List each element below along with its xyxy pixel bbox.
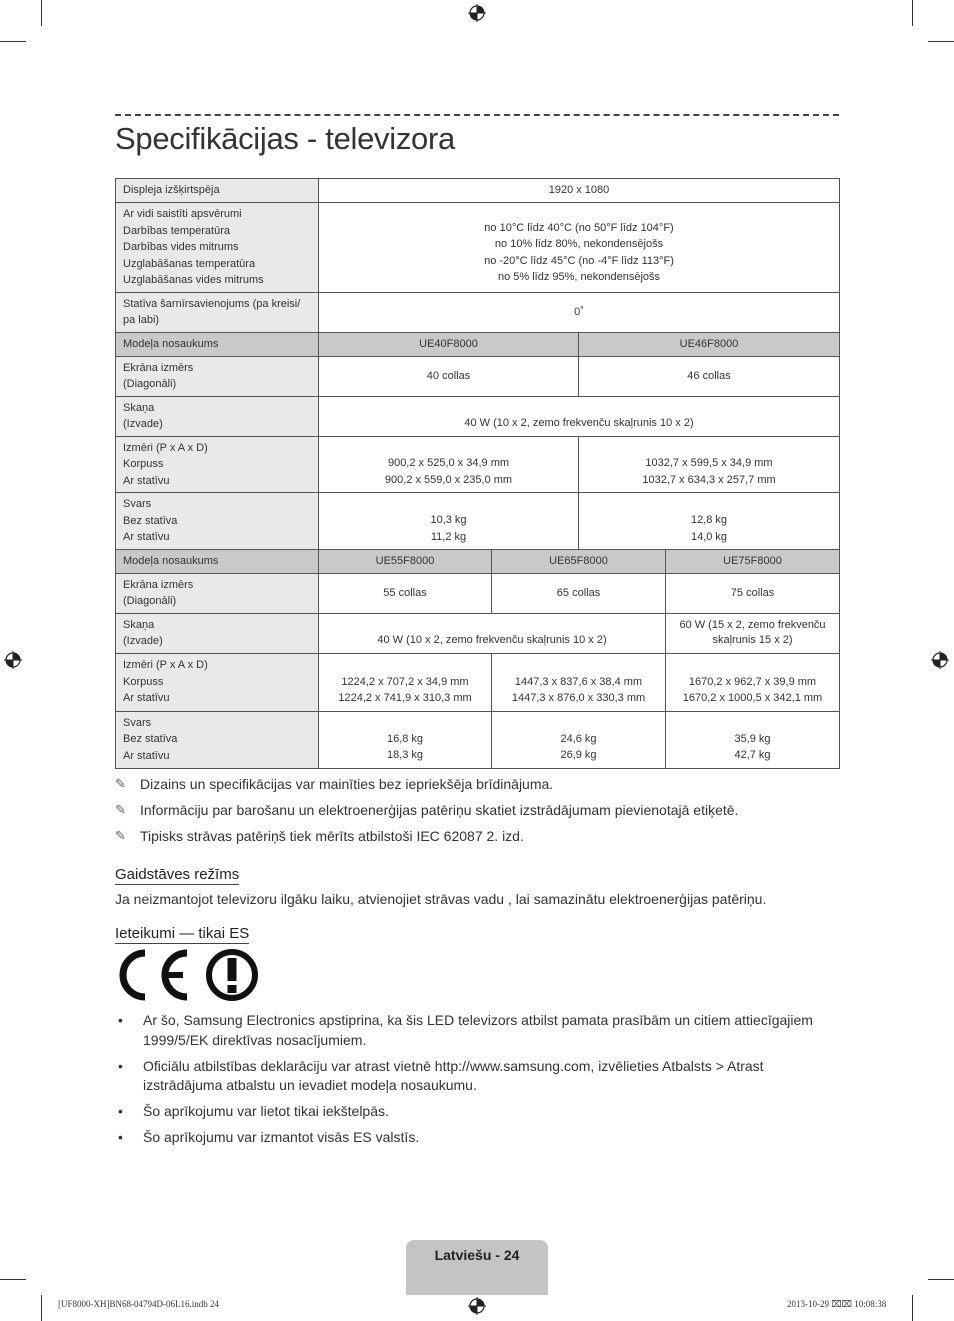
page-number: Latviešu - 24 — [434, 1247, 520, 1263]
list-item: ✎ Tipisks strāvas patēriņš tiek mērīts atbilstoši IEC 62087 2. izd. — [115, 828, 524, 844]
row-label: Statīva šarnīrsavienojums (pa kreisi/ pa labi) — [116, 292, 319, 332]
footer-date: 2013-10-29 ⌧⌧ 10:08:38 — [787, 1299, 887, 1309]
alert-mark-icon — [205, 948, 259, 1002]
compliance-logos — [115, 948, 259, 1002]
cell-value: 40 W (10 x 2, zemo frekvenču skaļrunis 10 x 2) — [319, 613, 666, 653]
title-rule — [115, 114, 839, 116]
table-row — [116, 292, 840, 332]
row-label: Izmēri (P x A x D) Korpuss Ar statīvu — [116, 653, 319, 711]
table-row — [116, 396, 840, 436]
table-row — [116, 179, 840, 203]
registration-mark-icon — [4, 651, 22, 669]
eu-heading: Ieteikumi — tikai ES — [115, 925, 250, 942]
table-row — [116, 573, 840, 613]
cell-value: UE40F8000 — [319, 332, 579, 356]
cell-value: 16,8 kg 18,3 kg — [319, 711, 492, 768]
crop-mark — [912, 1295, 913, 1321]
eu-bullets — [115, 1011, 839, 1154]
cell-value: 24,6 kg 26,9 kg — [492, 711, 666, 768]
standby-heading: Gaidstāves režīms — [115, 866, 240, 883]
table-row — [116, 493, 840, 550]
cell-value: 1920 x 1080 — [319, 179, 840, 203]
cell-value: UE55F8000 — [319, 550, 492, 574]
table-row — [116, 711, 840, 768]
cell-value: 900,2 x 525,0 x 34,9 mm 900,2 x 559,0 x 235,0 mm — [319, 436, 579, 493]
crop-mark — [928, 1279, 954, 1280]
list-item: • Šo aprīkojumu var izmantot visās ES valstīs. — [118, 1129, 420, 1145]
cell-value: UE46F8000 — [579, 332, 840, 356]
list-item: ✎ Dizains un specifikācijas var mainīties bez iepriekšēja brīdinājuma. — [115, 776, 554, 792]
row-label: Ar vidi saistīti apsvērumi Darbības temperatūra Darbības vides mitrums Uzglabāšanas temperatūra Uzglabāšanas vides mitrums — [116, 203, 319, 293]
table-row — [116, 550, 840, 574]
row-label: Displeja izšķirtspēja — [116, 179, 319, 203]
cell-value: 65 collas — [492, 573, 666, 613]
pencil-note-icon: ✎ — [115, 776, 126, 791]
table-row — [116, 332, 840, 356]
table-row — [116, 653, 840, 711]
pencil-note-icon: ✎ — [115, 802, 126, 817]
cell-value: 60 W (15 x 2, zemo frekvenču skaļrunis 15 x 2) — [666, 613, 840, 653]
list-item: • Šo aprīkojumu var lietot tikai iekštelpās. — [118, 1103, 389, 1119]
standby-text: Ja neizmantojot televizoru ilgāku laiku, atvienojiet strāvas vadu , lai samazinātu elektroenerģijas patēriņu. — [115, 891, 767, 907]
crop-mark — [41, 0, 42, 26]
cell-value: 1447,3 x 837,6 x 38,4 mm 1447,3 x 876,0 x 330,3 mm — [492, 653, 666, 711]
pencil-note-icon: ✎ — [115, 828, 126, 843]
registration-mark-icon — [468, 4, 486, 22]
crop-mark — [0, 41, 26, 42]
cell-value: 40 W (10 x 2, zemo frekvenču skaļrunis 10 x 2) — [319, 396, 840, 436]
table-row — [116, 356, 840, 396]
notes-list — [115, 776, 738, 854]
cell-value: 1670,2 x 962,7 x 39,9 mm 1670,2 x 1000,5 x 342,1 mm — [666, 653, 840, 711]
row-label: Skaņa (Izvade) — [116, 613, 319, 653]
footer-file: [UF8000-XH]BN68-04794D-06L16.indb 24 — [58, 1299, 219, 1309]
list-item: ✎ Informāciju par barošanu un elektroenerģijas patēriņu skatiet izstrādājumam pievienotajā etiķetē. — [115, 802, 739, 818]
cell-value: 46 collas — [579, 356, 840, 396]
row-label: Modeļa nosaukums — [116, 332, 319, 356]
crop-mark — [928, 41, 954, 42]
cell-value: UE65F8000 — [492, 550, 666, 574]
registration-mark-icon — [931, 651, 949, 669]
row-label: Ekrāna izmērs (Diagonāli) — [116, 573, 319, 613]
table-row — [116, 613, 840, 653]
crop-mark — [0, 1279, 26, 1280]
list-item: • Oficiālu atbilstības deklarāciju var atrast vietnē http://www.samsung.com, izvēlieties Atbalsts > Atrast izstrādājuma atbalstu un ievadiet modeļa nosaukumu. — [118, 1057, 764, 1093]
registration-mark-icon — [468, 1297, 486, 1315]
cell-value: 75 collas — [666, 573, 840, 613]
spec-table — [115, 178, 840, 769]
row-label: Izmēri (P x A x D) Korpuss Ar statīvu — [116, 436, 319, 493]
row-label: Ekrāna izmērs (Diagonāli) — [116, 356, 319, 396]
cell-value: 40 collas — [319, 356, 579, 396]
cell-value: 10,3 kg 11,2 kg — [319, 493, 579, 550]
list-item: • Ar šo, Samsung Electronics apstiprina, ka šis LED televizors atbilst pamata prasībām un citiem attiecīgajiem 1999/5/EK direktīvas nosacījumiem. — [118, 1012, 813, 1048]
cell-value: 55 collas — [319, 573, 492, 613]
cell-value: UE75F8000 — [666, 550, 840, 574]
cell-value: 1032,7 x 599,5 x 34,9 mm 1032,7 x 634,3 x 257,7 mm — [579, 436, 840, 493]
cell-value: no 10°C līdz 40°C (no 50°F līdz 104°F) no 10% līdz 80%, nekondensējošs no -20°C līdz 45°C (no -4°F līdz 113°F) no 5% līdz 95%, nekondensējošs — [319, 203, 840, 293]
page-title: Specifikācijas - televizora — [115, 121, 455, 156]
crop-mark — [41, 1295, 42, 1321]
ce-mark-icon — [115, 948, 191, 1002]
cell-value: 35,9 kg 42,7 kg — [666, 711, 840, 768]
row-label: Skaņa (Izvade) — [116, 396, 319, 436]
cell-value: 12,8 kg 14,0 kg — [579, 493, 840, 550]
crop-mark — [912, 0, 913, 26]
row-label: Svars Bez statīva Ar statīvu — [116, 493, 319, 550]
table-row — [116, 203, 840, 293]
row-label: Svars Bez statīva Ar statīvu — [116, 711, 319, 768]
cell-value: 0˚ — [319, 292, 840, 332]
cell-value: 1224,2 x 707,2 x 34,9 mm 1224,2 x 741,9 x 310,3 mm — [319, 653, 492, 711]
row-label: Modeļa nosaukums — [116, 550, 319, 574]
table-row — [116, 436, 840, 493]
